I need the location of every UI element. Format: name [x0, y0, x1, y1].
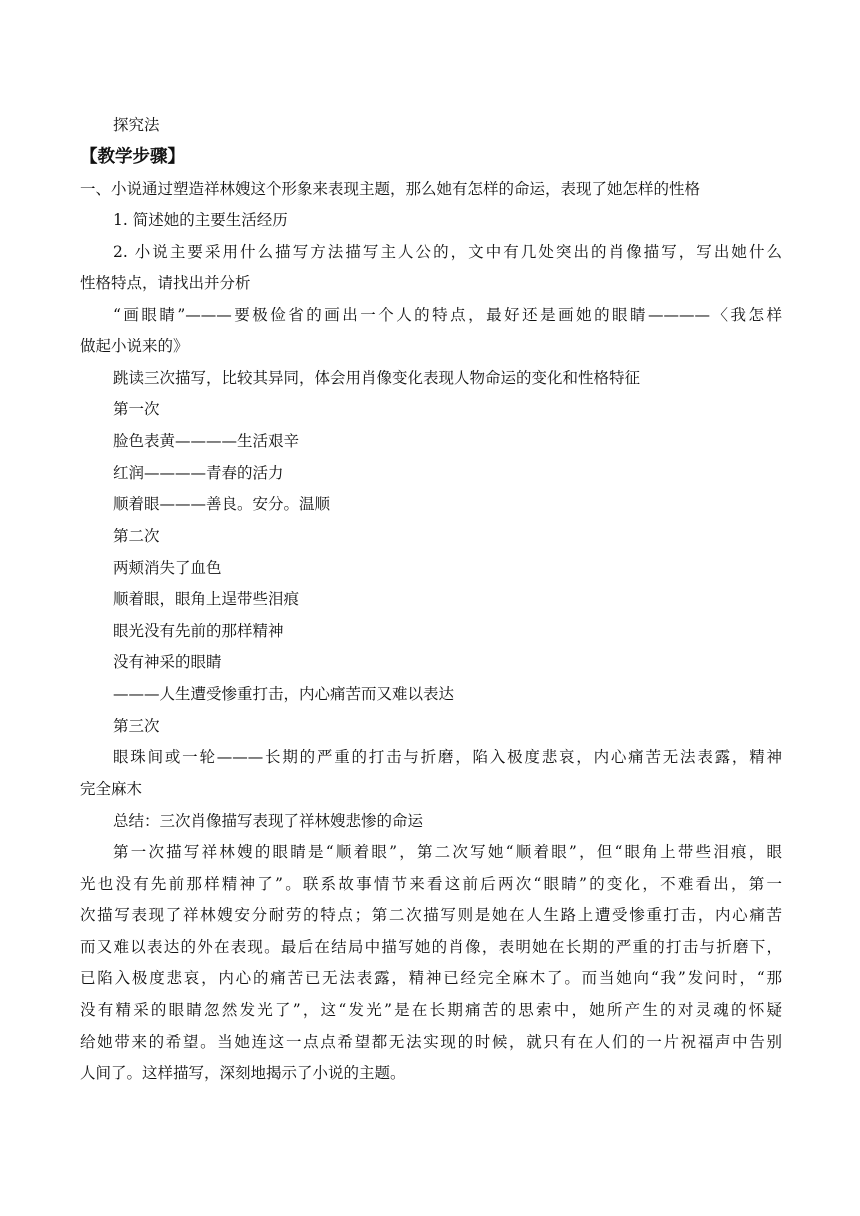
analysis-line-7: 给她带来的希望。当她连这一点点希望都无法实现的时候，就只有在人们的一片祝福声中告别 [80, 1033, 782, 1051]
second-item-2: 顺着眼，眼角上逞带些泪痕 [113, 590, 300, 608]
analysis-line-2: 光也没有先前那样精神了”。联系故事情节来看这前后两次“眼睛”的变化，不难看出，第一 [80, 875, 782, 893]
quote-line-2: 做起小说来的》 [80, 337, 189, 355]
section-heading: 【教学步骤】 [80, 147, 185, 167]
third-label: 第三次 [113, 717, 160, 735]
analysis-line-5: 已陷入极度悲哀，内心的痛苦已无法表露，精神已经完全麻木了。而当她向“我”发问时，“那 [80, 969, 782, 987]
summary: 总结：三次肖像描写表现了祥林嫂悲惨的命运 [113, 812, 424, 830]
third-item-line-2: 完全麻木 [80, 780, 143, 798]
question-1-item-2-line-1: 2. 小说主要采用什么描写方法描写主人公的，文中有几处突出的肖像描写，写出她什么 [113, 243, 782, 261]
second-item-1: 两颊消失了血色 [113, 559, 222, 577]
first-item-3: 顺着眼———善良。安分。温顺 [113, 495, 331, 513]
second-item-3: 眼光没有先前的那样精神 [113, 622, 284, 640]
second-item-5: ———人生遭受惨重打击，内心痛苦而又难以表达 [113, 685, 455, 703]
skim-instruction: 跳读三次描写，比较其异同，体会用肖像变化表现人物命运的变化和性格特征 [113, 369, 641, 387]
first-item-1: 脸色表黄————生活艰辛 [113, 432, 300, 450]
method-line: 探究法 [113, 116, 160, 134]
first-label: 第一次 [113, 400, 160, 418]
first-item-2: 红润————青春的活力 [113, 464, 284, 482]
question-1: 一、小说通过塑造祥林嫂这个形象来表现主题，那么她有怎样的命运，表现了她怎样的性格 [80, 180, 701, 198]
analysis-line-6: 没有精采的眼睛忽然发光了”，这“发光”是在长期痛苦的思索中，她所产生的对灵魂的怀疑 [80, 1001, 782, 1019]
second-item-4: 没有神采的眼睛 [113, 653, 222, 671]
analysis-line-3: 次描写表现了祥林嫂安分耐劳的特点；第二次描写则是她在人生路上遭受惨重打击，内心痛苦 [80, 906, 782, 924]
third-item-line-1: 眼珠间或一轮———长期的严重的打击与折磨，陷入极度悲哀，内心痛苦无法表露，精神 [113, 748, 782, 766]
analysis-line-1: 第一次描写祥林嫂的眼睛是“顺着眼”，第二次写她“顺着眼”，但“眼角上带些泪痕，眼 [113, 843, 782, 861]
second-label: 第二次 [113, 527, 160, 545]
analysis-line-8: 人间了。这样描写，深刻地揭示了小说的主题。 [80, 1064, 406, 1082]
analysis-line-4: 而又难以表达的外在表现。最后在结局中描写她的肖像，表明她在长期的严重的打击与折磨下， [80, 938, 782, 956]
question-1-item-1: 1. 简述她的主要生活经历 [113, 211, 288, 229]
question-1-item-2-line-2: 性格特点，请找出并分析 [80, 274, 251, 292]
quote-line-1: “画眼睛”———要极俭省的画出一个人的特点，最好还是画她的眼睛————〈我怎样 [113, 306, 782, 324]
